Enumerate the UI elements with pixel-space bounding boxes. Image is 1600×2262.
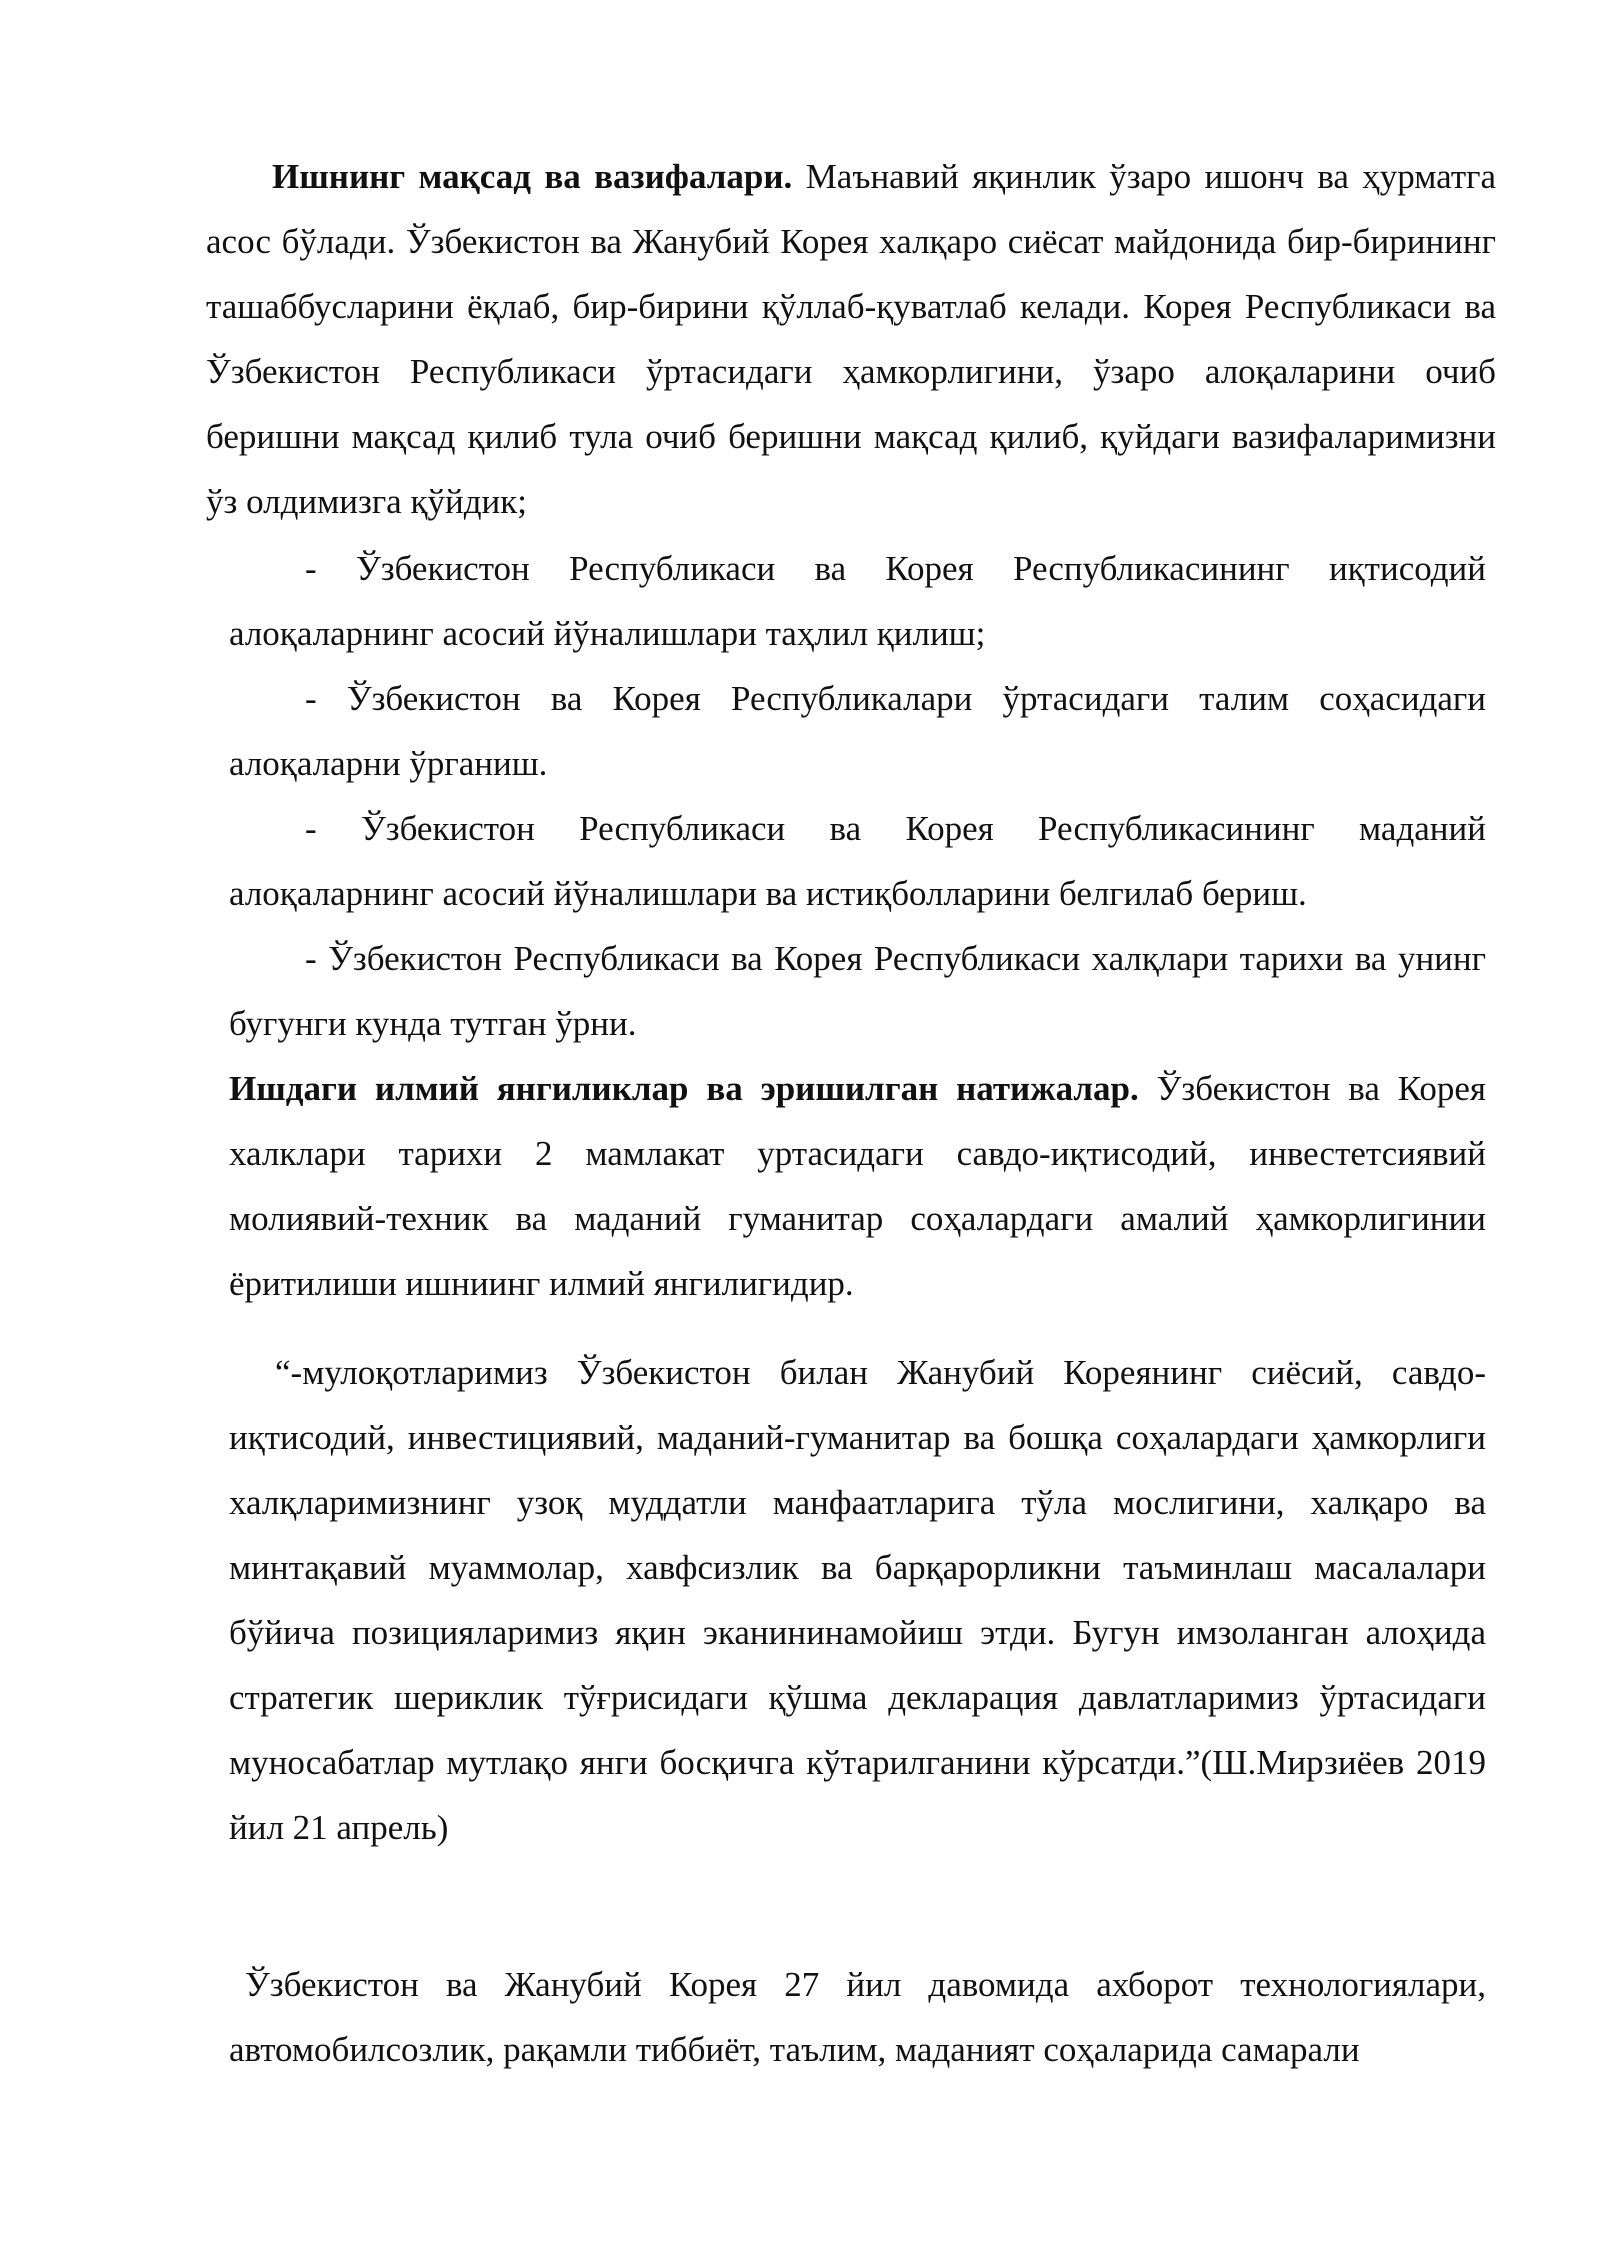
novelty-paragraph: [229, 1056, 1486, 1316]
task-item-1: - Ўзбекистон Республикаси ва Корея Республикасининг иқтисодий алоқаларнинг асосий йўналишлари таҳлил қилиш;: [229, 549, 1486, 653]
quote-paragraph: “-мулоқотларимиз Ўзбекистон билан Жанубий Кореянинг сиёсий, савдо-иқтисодий, инвестициявий, маданий-гуманитар ва бошқа соҳалардаги ҳамкорлиги халқларимизнинг узоқ муддатли манфаатларига тўла мослигини, халқаро ва минтақавий муаммолар, хавфсизлик ва барқарорликни таъминлаш масалалари бўйича позицияларимиз яқин эканининамойиш этди. Бугун имзоланган алоҳида стратегик шериклик тўғрисидаги қўшма декларация давлатларимиз ўртасидаги муносабатлар мутлақо янги босқичга кўтарилганини кўрсатди.”(Ш.Мирзиёев 2019 йил 21 апрель): [229, 1353, 1486, 1847]
goals-body: Маънавий яқинлик ўзаро ишонч ва ҳурматга асос бўлади. Ўзбекистон ва Жанубий Корея халқаро сиёсат майдонида бир-бирининг ташаббусларини ёқлаб, бир-бирини қўллаб-қуватлаб келади. Корея Республикаси ва Ўзбекистон Республикаси ўртасидаги ҳамкорлигини, ўзаро алоқаларини очиб беришни мақсад қилиб тула очиб беришни мақсад қилиб, қуйдаги вазифаларимизни ўз олдимизга қўйдик;: [206, 157, 1496, 521]
novelty-heading: Ишдаги илмий янгиликлар ва эришилган натижалар.: [229, 1069, 1139, 1108]
task-item-2: - Ўзбекистон ва Корея Республикалари ўртасидаги талим соҳасидаги алоқаларни ўрганиш.: [229, 679, 1486, 783]
goals-paragraph: [206, 144, 1496, 534]
task-item-3: - Ўзбекистон Республикаси ва Корея Республикасининг маданий алоқаларнинг асосий йўналишлари ва истиқболларини белгилаб бериш.: [229, 809, 1486, 913]
closing-paragraph: Ўзбекистон ва Жанубий Корея 27 йил давомида ахборот технологиялари, автомобилсозлик, рақамли тиббиёт, таълим, маданият соҳаларида самарали: [229, 1965, 1486, 2069]
novelty-body: Ўзбекистон ва Корея халклари тарихи 2 мамлакат уртасидаги савдо-иқтисодий, инвестетсиявий молиявий-техник ва маданий гуманитар соҳалардаги амалий ҳамкорлигинии ёритилиши ишниинг илмий янгилигидир.: [229, 1069, 1486, 1303]
task-item-4: - Ўзбекистон Республикаси ва Корея Республикаси халқлари тарихи ва унинг бугунги кунда тутган ўрни.: [229, 939, 1486, 1043]
goals-heading: Ишнинг мақсад ва вазифалари.: [272, 157, 793, 196]
